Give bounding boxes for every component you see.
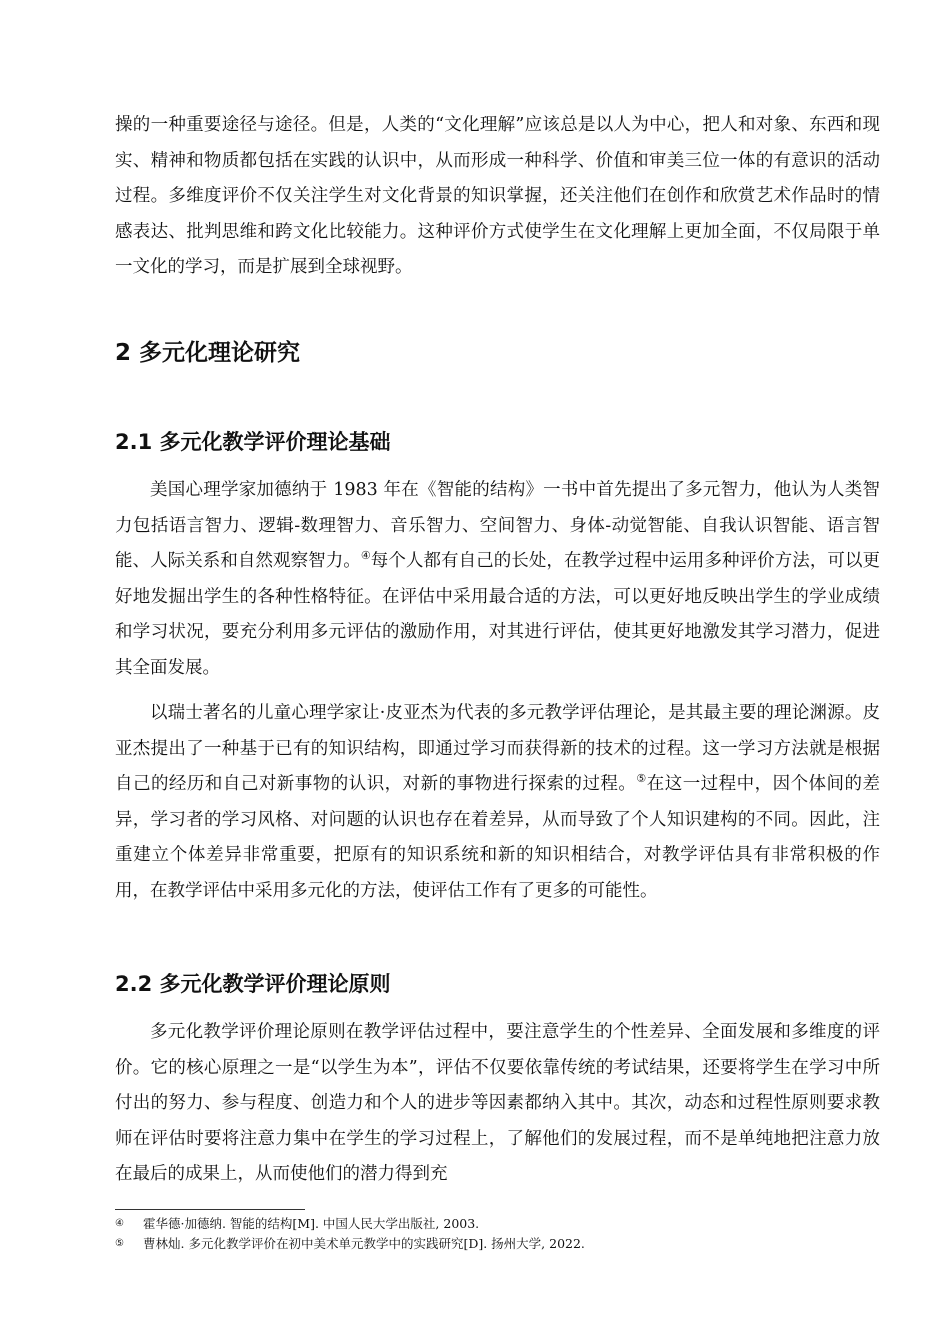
paragraph-2 [115,473,880,686]
footnote-5 [115,1235,895,1253]
footnote-4 [115,1215,895,1233]
section-2-1-heading: 2.1 多元化教学评价理论基础 [115,430,391,454]
section-2-heading: 2 多元化理论研究 [115,340,301,366]
footnote-mark: ⑤ [115,1238,124,1249]
paragraph-3 [115,696,880,909]
paragraph-3-part-a: 以瑞士著名的儿童心理学家让·皮亚杰为代表的多元教学评估理论，是其最主要的理论渊源。皮亚杰提出了一种基于已有的知识结构，即通过学习而获得新的技术的过程。这一学习方法就是根据自己的经历和自己对新事物的认识，对新的事物进行探索的过程。 [115,703,880,794]
section-2-2-heading: 2.2 多元化教学评价理论原则 [115,972,391,996]
paragraph-4: 多元化教学评价理论原则在教学评估过程中，要注意学生的个性差异、全面发展和多维度的评价。它的核心原理之一是“以学生为本”，评估不仅要依靠传统的考试结果，还要将学生在学习中所付出的努力、参与程度、创造力和个人的进步等因素都纳入其中。其次，动态和过程性原则要求教师在评估时要将注意力集中在学生的学习过程上，了解他们的发展过程，而不是单纯地把注意力放在最后的成果上，从而使他们的潜力得到充 [115,1022,880,1184]
paragraph-1: 操的一种重要途径与途径。但是，人类的“文化理解”应该总是以人为中心，把人和对象、东西和现实、精神和物质都包括在实践的认识中，从而形成一种科学、价值和审美三位一体的有意识的活动过程。多维度评价不仅关注学生对文化背景的知识掌握，还关注他们在创作和欣赏艺术作品时的情感表达、批判思维和跨文化比较能力。这种评价方式使学生在文化理解上更加全面，不仅局限于单一文化的学习，而是扩展到全球视野。 [115,115,880,277]
paragraph-3-part-b: 在这一过程中，因个体间的差异，学习者的学习风格、对问题的认识也存在着差异，从而导致了个人知识建构的不同。因此，注重建立个体差异非常重要，把原有的知识系统和新的知识相结合，对教学评估具有非常积极的作用，在教学评估中采用多元化的方法，使评估工作有了更多的可能性。 [115,774,880,901]
footnote-divider [115,1209,305,1210]
footnote-mark: ④ [115,1218,124,1229]
footnote-ref-5[interactable]: ⑤ [636,772,647,785]
footnote-text: 霍华德·加德纳. 智能的结构[M]. 中国人民大学出版社, 2003. [143,1216,480,1231]
footnote-text: 曹林灿. 多元化教学评价在初中美术单元教学中的实践研究[D]. 扬州大学, 2022. [143,1236,585,1251]
paragraph-2-part-b: 每个人都有自己的长处，在教学过程中运用多种评价方法，可以更好地发掘出学生的各种性格特征。在评估中采用最合适的方法，可以更好地反映出学生的学业成绩和学习状况，要充分利用多元评估的激励作用，对其进行评估，使其更好地激发其学习潜力，促进其全面发展。 [115,551,881,678]
footnote-ref-4[interactable]: ④ [360,549,371,562]
paragraph-2-part-a: 美国心理学家加德纳于 1983 年在《智能的结构》一书中首先提出了多元智力，他认为人类智力包括语言智力、逻辑-数理智力、音乐智力、空间智力、身体-动觉智能、自我认识智能、语言智能、人际关系和自然观察智力。 [115,480,880,571]
